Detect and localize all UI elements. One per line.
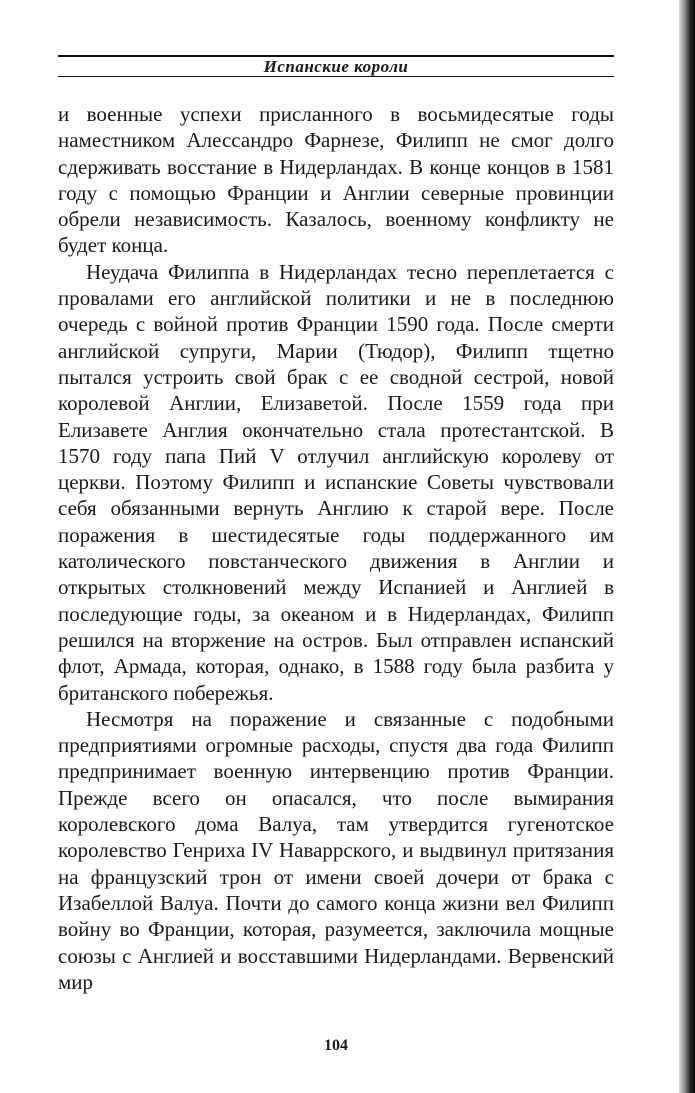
paragraph: и военные успехи присланного в восьмидесятые годы наместником Алессандро Фарнезе, Филипп не смог долго сдерживать восстание в Нидерландах. В конце концов в 1581 году с помощью Франции и Англии северные провинции обрели независимость. Казалось, военному конфликту не будет конца. [58, 102, 614, 258]
page-number: 104 [324, 1037, 348, 1054]
header-rule-bottom [58, 76, 614, 77]
body-text [58, 101, 614, 995]
paragraph: Несмотря на поражение и связанные с подобными предприятиями огромные расходы, спустя два года Филипп предпринимает военную интервенцию против Франции. Прежде всего он опасался, что после вымирания королевского дома Валуа, там утвердится гугенотское королевство Генриха IV Наваррского, и выдвинул притязания на французский трон от имени своей дочери от брака с Изабеллой Валуа. Почти до самого конца жизни вел Филипп войну во Франции, которая, разумеется, заключила мощные союзы с Англией и восставшими Нидерландами. Вервенский мир [58, 706, 614, 994]
running-title: Испанские короли [263, 57, 409, 76]
scan-edge-shadow [679, 0, 695, 1093]
paragraph: Неудача Филиппа в Нидерландах тесно переплетается с провалами его английской политики и не в последнюю очередь с войной против Франции 1590 года. После смерти английской супруги, Марии (Тюдор), Филипп тщетно пытался устроить свой брак с ее сводной сестрой, новой королевой Англии, Елизаветой. После 1559 года при Елизавете Англия окончательно стала протестантской. В 1570 году папа Пий V отлучил английскую королеву от церкви. Поэтому Филипп и испанские Советы чувствовали себя обязанными вернуть Англию к старой вере. После поражения в шестидесятые годы поддержанного им католического повстанческого движения в Англии и открытых столкновений между Испанией и Англией в последующие годы, за океаном и в Нидерландах, Филипп решился на вторжение на остров. Был отправлен испанский флот, Армада, которая, однако, в 1588 году была разбита у британского побережья. [58, 259, 614, 705]
